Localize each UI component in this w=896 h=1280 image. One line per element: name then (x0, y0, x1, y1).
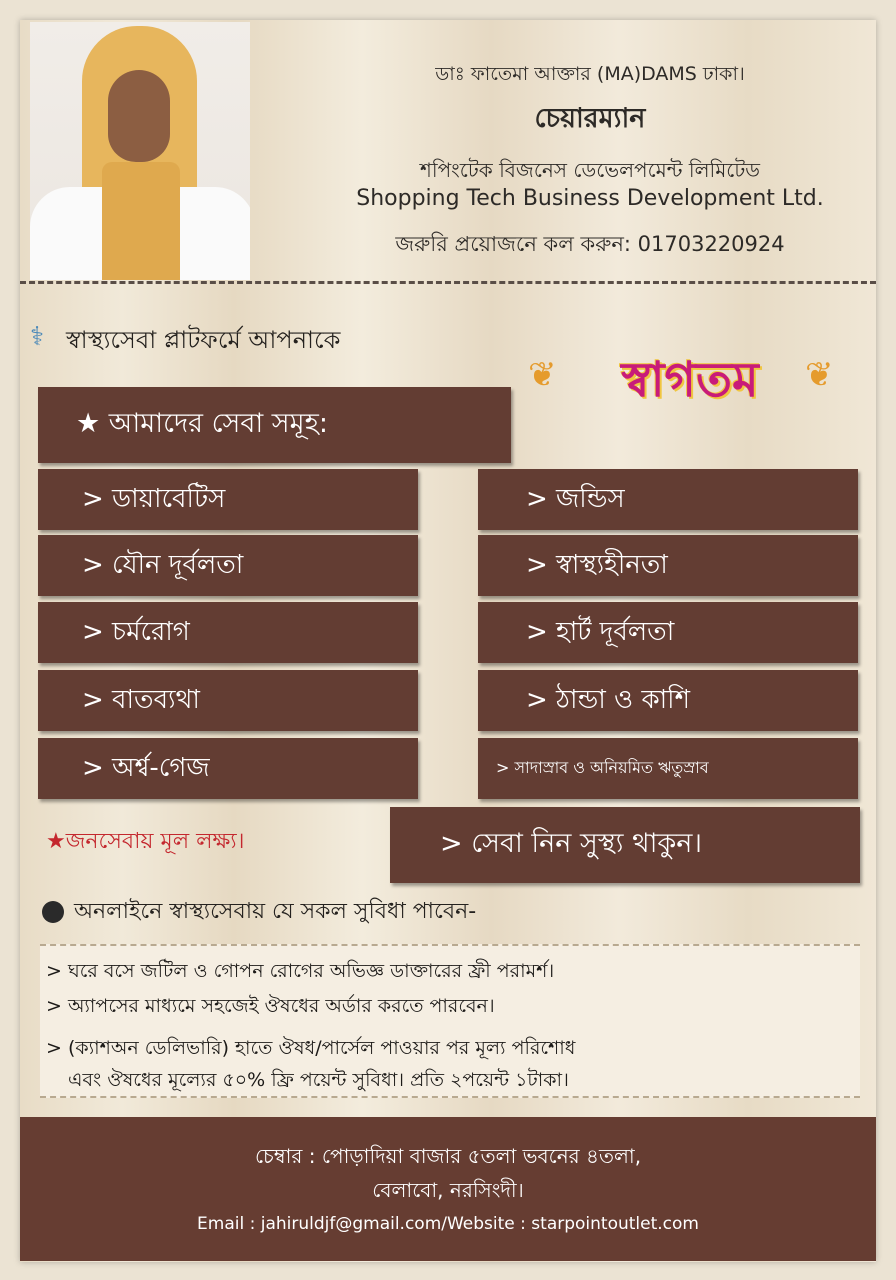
service-item-ill-health: > স্বাস্থ্যহীনতা (478, 535, 858, 596)
mission-text: ★জনসেবায় মূল লক্ষ্য। (46, 829, 245, 854)
ornament-left-icon: ❦ (528, 355, 557, 395)
doctor-photo (30, 22, 250, 280)
seba-nin-banner: > সেবা নিন সুস্থ্য থাকুন। (390, 807, 860, 883)
divider (20, 281, 876, 284)
service-item-jaundice: > জন্ডিস (478, 469, 858, 530)
service-item-cold-cough: > ঠান্ডা ও কাশি (478, 670, 858, 731)
doctor-title: চেয়ারম্যান (534, 103, 646, 134)
welcome-text: স্বাস্থ্যসেবা প্লাটফর্মে আপনাকে (66, 326, 341, 354)
company-name-bn: শপিংটেক বিজনেস ডেভেলপমেন্ট লিমিটেড (420, 158, 760, 182)
service-item-leucorrhoea: > সাদাস্রাব ও অনিয়মিত ঋতুস্রাব (478, 738, 858, 799)
services-heading: ★ আমাদের সেবা সমূহ: (38, 387, 511, 463)
face-shape (108, 70, 170, 162)
benefit-line: > ঘরে বসে জটিল ও গোপন রোগের অভিজ্ঞ ডাক্তারের ফ্রী পরামর্শ। (46, 960, 555, 982)
service-item-piles: > অর্শ্ব-গেজ (38, 738, 418, 799)
service-item-heart-weakness: > হার্ট দূর্বলতা (478, 602, 858, 663)
benefit-line: > অ্যাপসের মাধ্যমে সহজেই ঔষধের অর্ডার করতে পারবেন। (46, 995, 495, 1017)
stethoscope-icon: ⚕ (30, 322, 45, 352)
chamber-address: চেম্বার : পোড়াদিয়া বাজার ৫তলা ভবনের ৪তলা, (254, 1144, 642, 1168)
company-name-en: Shopping Tech Business Development Ltd. (356, 186, 824, 211)
service-item-joint-pain: > বাতব্যথা (38, 670, 418, 731)
ornament-right-icon: ❦ (805, 355, 834, 395)
online-benefits-heading (42, 894, 476, 931)
service-item-sexual-weakness: > যৌন দূর্বলতা (38, 535, 418, 596)
online-heading-text: অনলাইনে স্বাস্থ্যসেবায় যে সকল সুবিধা পাবেন- (74, 899, 477, 924)
benefit-line: > (ক্যাশঅন ডেলিভারি) হাতে ঔষধ/পার্সেল পাওয়ার পর মূল্য পরিশোধ (46, 1037, 576, 1059)
email-website[interactable]: Email : jahiruldjf@gmail.com/Website : starpointoutlet.com (197, 1214, 699, 1234)
service-item-skin-disease: > চর্মরোগ (38, 602, 418, 663)
benefit-line: এবং ঔষধের মূল্যের ৫০% ফ্রি পয়েন্ট সুবিধা। প্রতি ২পয়েন্ট ১টাকা। (68, 1069, 569, 1091)
bullet-icon (42, 901, 64, 923)
coat-right (180, 187, 250, 280)
scarf-front (102, 162, 180, 280)
contact-line[interactable]: জরুরি প্রয়োজনে কল করুন: 01703220924 (395, 232, 785, 256)
doctor-name: ডাঃ ফাতেমা আক্তার (MA)DAMS ঢাকা। (435, 63, 745, 85)
chamber-location: বেলাবো, নরসিংদী। (372, 1178, 524, 1202)
service-item-diabetes: > ডায়াবেটিস (38, 469, 418, 530)
swagatam-banner: স্বাগতম (621, 352, 759, 408)
